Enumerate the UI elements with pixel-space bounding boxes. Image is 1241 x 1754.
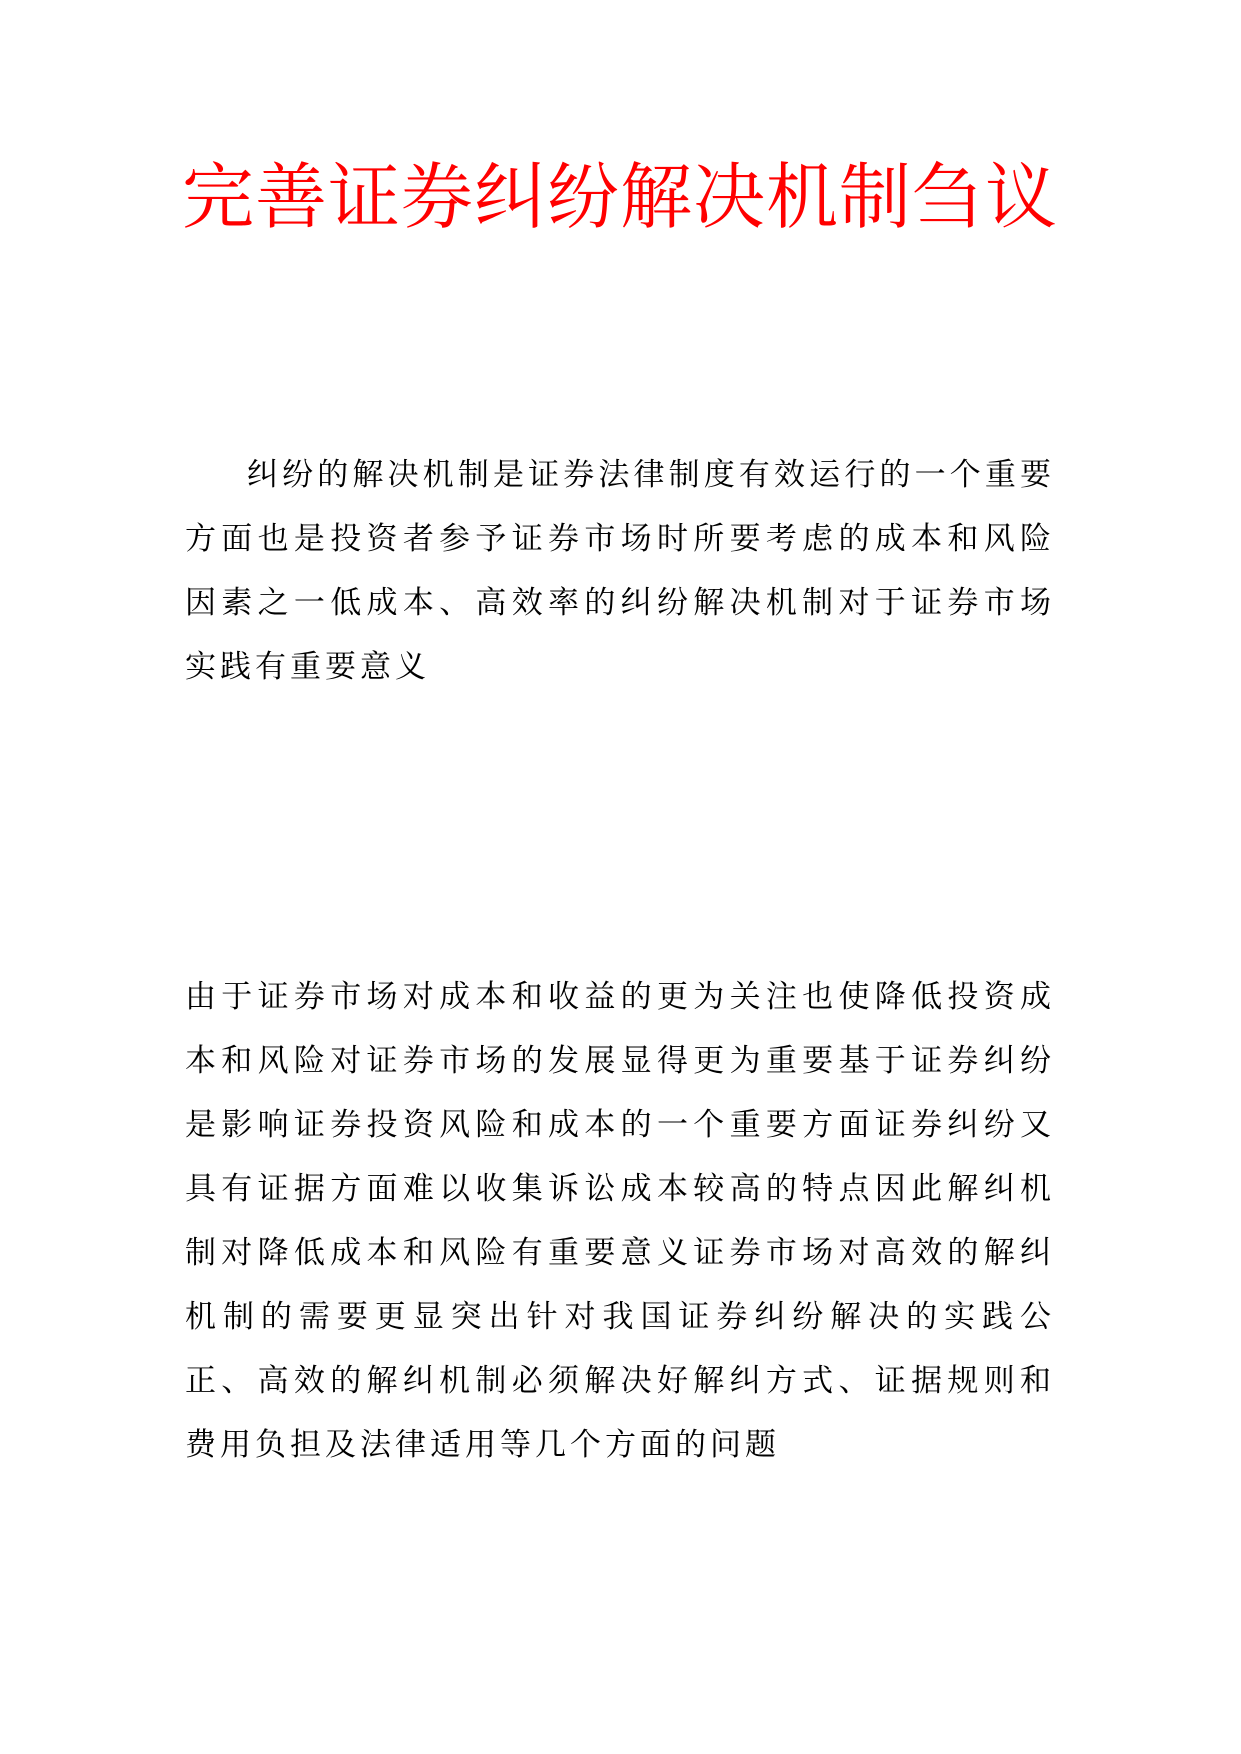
body-paragraph-1: 纠纷的解决机制是证券法律制度有效运行的一个重要方面也是投资者参予证券市场时所要考虑的成本和风险因素之一低成本、高效率的纠纷解决机制对于证券市场实践有重要意义 [185, 457, 1055, 685]
document-title: 完善证券纠纷解决机制刍议 [181, 155, 1058, 239]
body-paragraph-2: 由于证券市场对成本和收益的更为关注也使降低投资成本和风险对证券市场的发展显得更为重要基于证券纠纷是影响证券投资风险和成本的一个重要方面证券纠纷又具有证据方面难以收集诉讼成本较高的特点因此解纠机制对降低成本和风险有重要意义证券市场对高效的解纠机制的需要更显突出针对我国证券纠纷解决的实践公正、高效的解纠机制必须解决好解纠方式、证据规则和费用负担及法律适用等几个方面的问题 [185, 979, 1055, 1463]
